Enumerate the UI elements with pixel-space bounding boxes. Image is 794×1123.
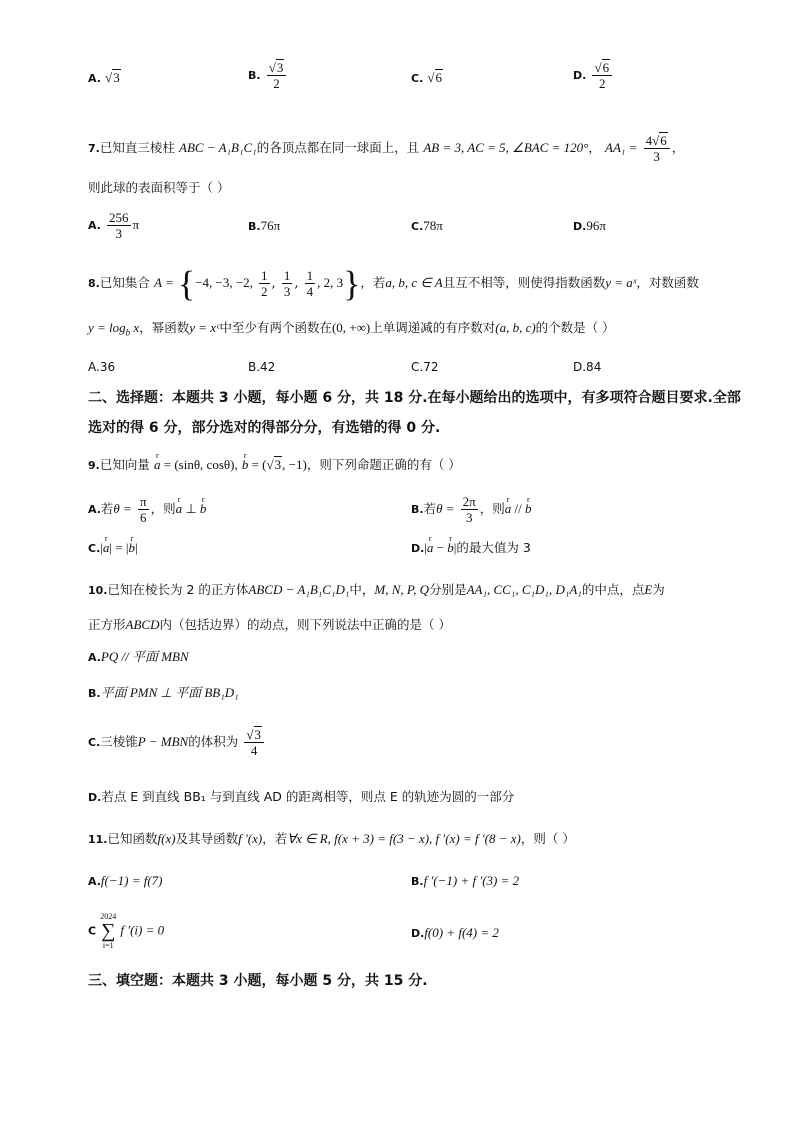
q11-option-c: C 2024 ∑ i=1 f ′(i) = 0 bbox=[88, 912, 165, 950]
q11-option-b: B.f ′(−1) + f ′(3) = 2 bbox=[411, 873, 520, 888]
q6-option-a: A. √3 bbox=[88, 70, 120, 85]
fraction: $\frac{√3}{2}$ bbox=[267, 60, 287, 91]
q10-stem: 10.已知在棱长为 2 的正方体ABCD − A₁B₁C₁D₁中，M, N, P, Q分别是AA₁, CC₁, C₁D₁, D₁A₁的中点，点E为 bbox=[88, 582, 665, 597]
q7-option-a: A. $\frac{256}{3}$ π bbox=[88, 210, 140, 241]
q10-option-c: C.三棱锥P − MBN的体积为 $\frac{√3}{4}$ bbox=[88, 727, 266, 758]
q8-option-a: A.36 bbox=[88, 360, 116, 374]
q8-option-b: B.42 bbox=[248, 360, 276, 374]
q9-option-d: D.|r a − r b|的最大值为 3 bbox=[411, 538, 531, 559]
q11-option-d: D.f(0) + f(4) = 2 bbox=[411, 925, 499, 940]
q9-option-c: C.|r a| = |r b| bbox=[88, 538, 138, 559]
q9-option-b: B.若θ = $\frac{2\pi}{3}$ ，则r a // r b bbox=[411, 494, 531, 525]
q9-stem: 9.已知向量 r a = (sinθ, cosθ), r b = (√3, −1)，则下列命题正确的有（ ） bbox=[88, 455, 754, 476]
q6-option-b: B. $\frac{√3}{2}$ bbox=[248, 60, 288, 91]
q7-option-d: D.96π bbox=[573, 218, 606, 233]
q6-option-c: C. √6 bbox=[411, 70, 443, 85]
q6-option-d: D. $\frac{√6}{2}$ bbox=[573, 60, 614, 91]
q7-option-b: B.76π bbox=[248, 218, 281, 233]
section-heading-2: 二、选择题：本题共 3 小题，每小题 6 分，共 18 分.在每小题给出的选项中，有多项符合题目要求.全部选对的得 6 分，部分选对的得部分分，有选错的得 0 分. bbox=[88, 390, 741, 436]
q8-stem: 8.已知集合 A = {−4, −3, −2, $\frac{1}{2}$ , $\frac{1}{3}$ , $\frac{1}{4}$ , 2, 3}，若a, b, c ∈ A且互不相等，则使得指数函数y = aˣ，对数函数 bbox=[88, 263, 699, 304]
q8-option-c: C.72 bbox=[411, 360, 439, 374]
q7-option-c: C.78π bbox=[411, 218, 443, 233]
fraction: $\frac{√6}{2}$ bbox=[592, 60, 612, 91]
q7-stem-line2: 则此球的表面积等于（ ） bbox=[88, 180, 230, 195]
q10-option-b: B.平面 PMN ⊥ 平面 BB₁D₁ bbox=[88, 685, 239, 700]
q11-stem: 11.已知函数f(x)及其导函数f ′(x)，若∀x ∈ R, f(x + 3) = f(3 − x), f ′(x) = f ′(8 − x)，则（ ） bbox=[88, 831, 575, 846]
q10-option-a: A.PQ // 平面 MBN bbox=[88, 649, 189, 664]
fraction: $\frac{4√6}{3}$ bbox=[644, 133, 670, 164]
summation: 2024 ∑ i=1 bbox=[100, 912, 117, 950]
section-heading-3: 三、填空题：本题共 3 小题，每小题 5 分，共 15 分. bbox=[88, 973, 428, 989]
q8-stem-line2: $y = \log_b x$，幂函数y = xᶜ中至少有两个函数在(0, +∞)上单调递减的有序数对(a, b, c)的个数是（ ） bbox=[88, 320, 615, 338]
q11-option-a: A.f(−1) = f(7) bbox=[88, 873, 163, 888]
q10-stem-line2: 正方形ABCD内（包括边界）的动点，则下列说法中正确的是（ ） bbox=[88, 617, 451, 632]
q7-stem: 7.已知直三棱柱 ABC − A₁B₁C₁的各顶点都在同一球面上，且 AB = 3, AC = 5, ∠BAC = 120°， AA₁ = $\frac{4√6}{3}$ ， bbox=[88, 133, 685, 164]
q8-option-d: D.84 bbox=[573, 360, 602, 374]
sqrt: √3 bbox=[105, 70, 120, 85]
sqrt: √6 bbox=[427, 70, 443, 85]
q10-option-d: D.若点 E 到直线 BB₁ 与到直线 AD 的距离相等，则点 E 的轨迹为圆的一部分 bbox=[88, 789, 515, 804]
q9-option-a: A.若θ = $\frac{\pi}{6}$ ，则r a ⊥ r b bbox=[88, 494, 206, 525]
